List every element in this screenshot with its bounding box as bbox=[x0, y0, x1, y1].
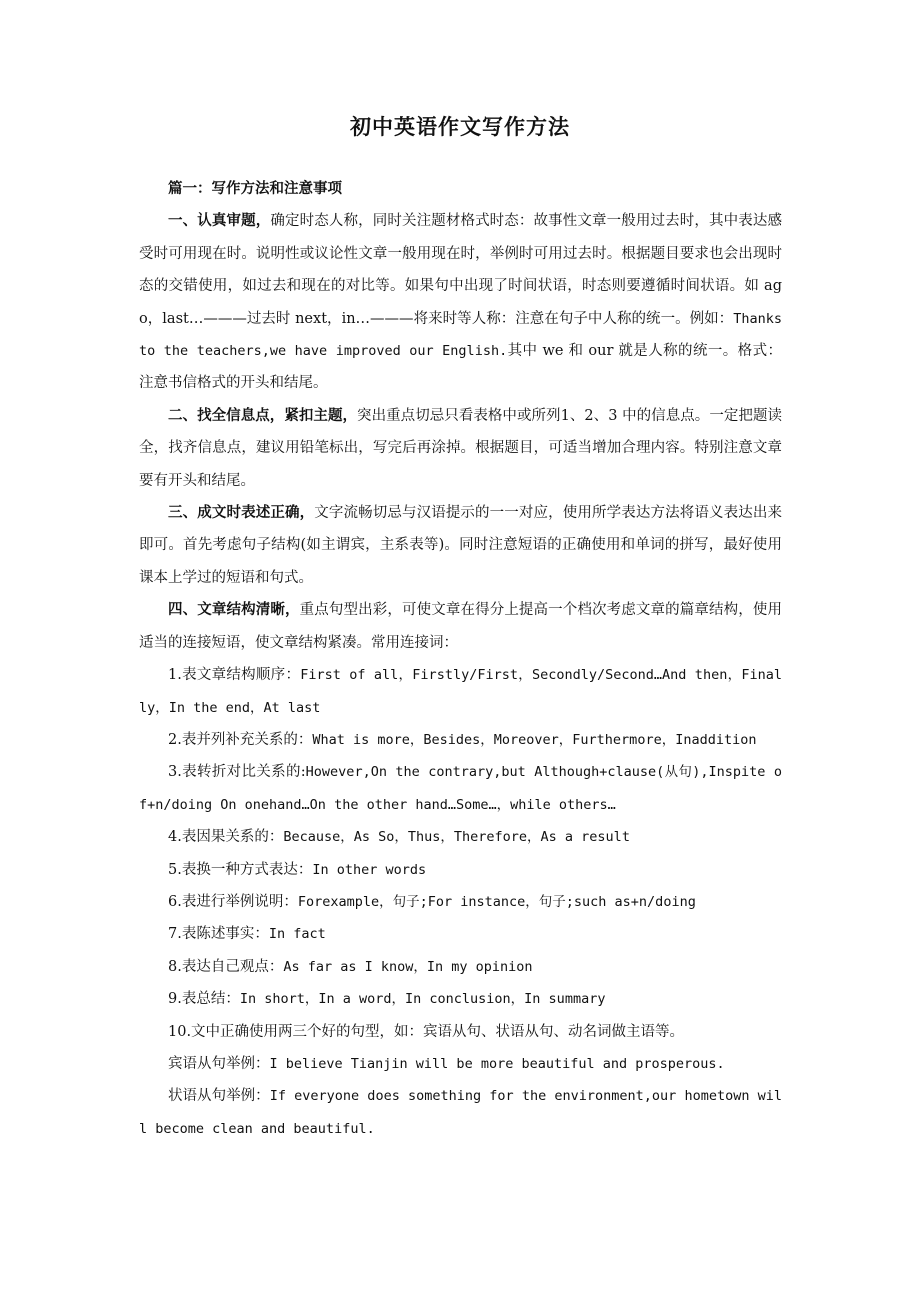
connector-label: 6.表进行举例说明： bbox=[168, 893, 298, 910]
point-4-lead: 四、文章结构清晰， bbox=[168, 601, 300, 619]
point-2-lead: 二、找全信息点，紧扣主题， bbox=[168, 406, 358, 424]
connector-text: In other words bbox=[312, 861, 427, 878]
connector-label: 8.表达自己观点： bbox=[168, 958, 284, 975]
connector-text: Forexample，句子;For instance，句子;such as+n/doing bbox=[297, 893, 696, 910]
point-1-paragraph bbox=[139, 205, 782, 399]
connector-text: In short，In a word，In conclusion，In summary bbox=[239, 991, 606, 1008]
connector-label: 5.表换一种方式表达： bbox=[168, 861, 313, 878]
connector-item-5 bbox=[139, 854, 782, 886]
example-label: 宾语从句举例： bbox=[168, 1055, 270, 1072]
example-adverbial-clause bbox=[139, 1080, 782, 1145]
connector-item-9 bbox=[139, 983, 782, 1015]
point-3-lead: 三、成文时表述正确， bbox=[168, 504, 315, 522]
connector-label: 9.表总结： bbox=[168, 991, 240, 1008]
point-4-paragraph bbox=[139, 594, 782, 659]
example-label: 状语从句举例： bbox=[168, 1088, 270, 1105]
connector-label: 3.表转折对比关系的: bbox=[168, 764, 306, 781]
connector-text: First of all，Firstly/First，Secondly/Second…And then，Finally，In the end，At last bbox=[139, 667, 782, 716]
connector-text: As far as I know，In my opinion bbox=[283, 958, 533, 975]
connector-item-7 bbox=[139, 918, 782, 950]
point-3-text: 文字流畅切忌与汉语提示的一一对应，使用所学表达方法将语义表达出来即可。首先考虑句子结构(如主谓宾，主系表等)。同时注意短语的正确使用和单词的拼写，最好使用课本上学过的短语和句式。 bbox=[139, 505, 782, 586]
document-body bbox=[139, 173, 782, 1145]
point-3-paragraph bbox=[139, 497, 782, 594]
example-sentence: If everyone does something for the environment,our hometown will become clean and beautiful. bbox=[139, 1088, 783, 1137]
connector-item-4 bbox=[139, 821, 782, 853]
point-1-text-b: 其中 we 和 our 就是人称的统一。格式：注意书信格式的开头和结尾。 bbox=[139, 343, 782, 392]
connector-label: 1.表文章结构顺序： bbox=[168, 667, 301, 684]
example-object-clause bbox=[139, 1048, 782, 1080]
connector-item-3 bbox=[139, 756, 782, 821]
document-title: 初中英语作文写作方法 bbox=[350, 114, 570, 139]
connector-label: 2.表并列补充关系的： bbox=[168, 731, 313, 748]
connector-item-2 bbox=[139, 724, 782, 756]
example-sentence: I believe Tianjin will be more beautiful and prosperous. bbox=[269, 1055, 725, 1072]
point-10-paragraph: 10.文中正确使用两三个好的句型，如：宾语从句、状语从句、动名词做主语等。 bbox=[168, 1023, 685, 1040]
connector-label: 7.表陈述事实： bbox=[168, 926, 269, 943]
connector-text: What is more，Besides，Moreover，Furthermore，Inaddition bbox=[312, 731, 757, 748]
point-1-example-sentence: Thanks to the teachers,we have improved our English. bbox=[139, 310, 782, 360]
point-2-paragraph bbox=[139, 400, 782, 497]
connector-text: In fact bbox=[268, 926, 326, 943]
point-2-text: 突出重点切忌只看表格中或所列1、2、3 中的信息点。一定把题读全，找齐信息点，建议用铅笔标出，写完后再涂掉。根据题目，可适当增加合理内容。特别注意文章要有开头和结尾。 bbox=[139, 407, 782, 489]
point-4-text: 重点句型出彩，可使文章在得分上提高一个档次考虑文章的篇章结构，使用适当的连接短语，使文章结构紧凑。常用连接词： bbox=[139, 602, 783, 651]
connector-text: However,On the contrary,but Although+clause(从句),Inspite of+n/doing On onehand…On the other hand…Some…，while others… bbox=[139, 764, 782, 813]
point-1-lead: 一、认真审题， bbox=[168, 212, 271, 230]
connector-item-8 bbox=[139, 951, 782, 983]
section-heading: 篇一：写作方法和注意事项 bbox=[168, 180, 342, 197]
connector-item-6 bbox=[139, 886, 782, 918]
connector-item-1 bbox=[139, 659, 782, 724]
point-1-text-a: 确定时态人称，同时关注题材格式时态：故事性文章一般用过去时，其中表达感受时可用现在时。说明性或议论性文章一般用现在时，举例时可用过去时。根据题目要求也会出现时态的交错使用，如过去和现在的对比等。如果句中出现了时间状语，时态则要遵循时间状语。如 ago，last…———过去时 next，in…———将来时等人称：注意在句子中人称的统一。例如： bbox=[139, 213, 783, 327]
connector-text: Because，As So，Thus，Therefore，As a result bbox=[283, 829, 630, 846]
connector-label: 4.表因果关系的： bbox=[168, 829, 284, 846]
